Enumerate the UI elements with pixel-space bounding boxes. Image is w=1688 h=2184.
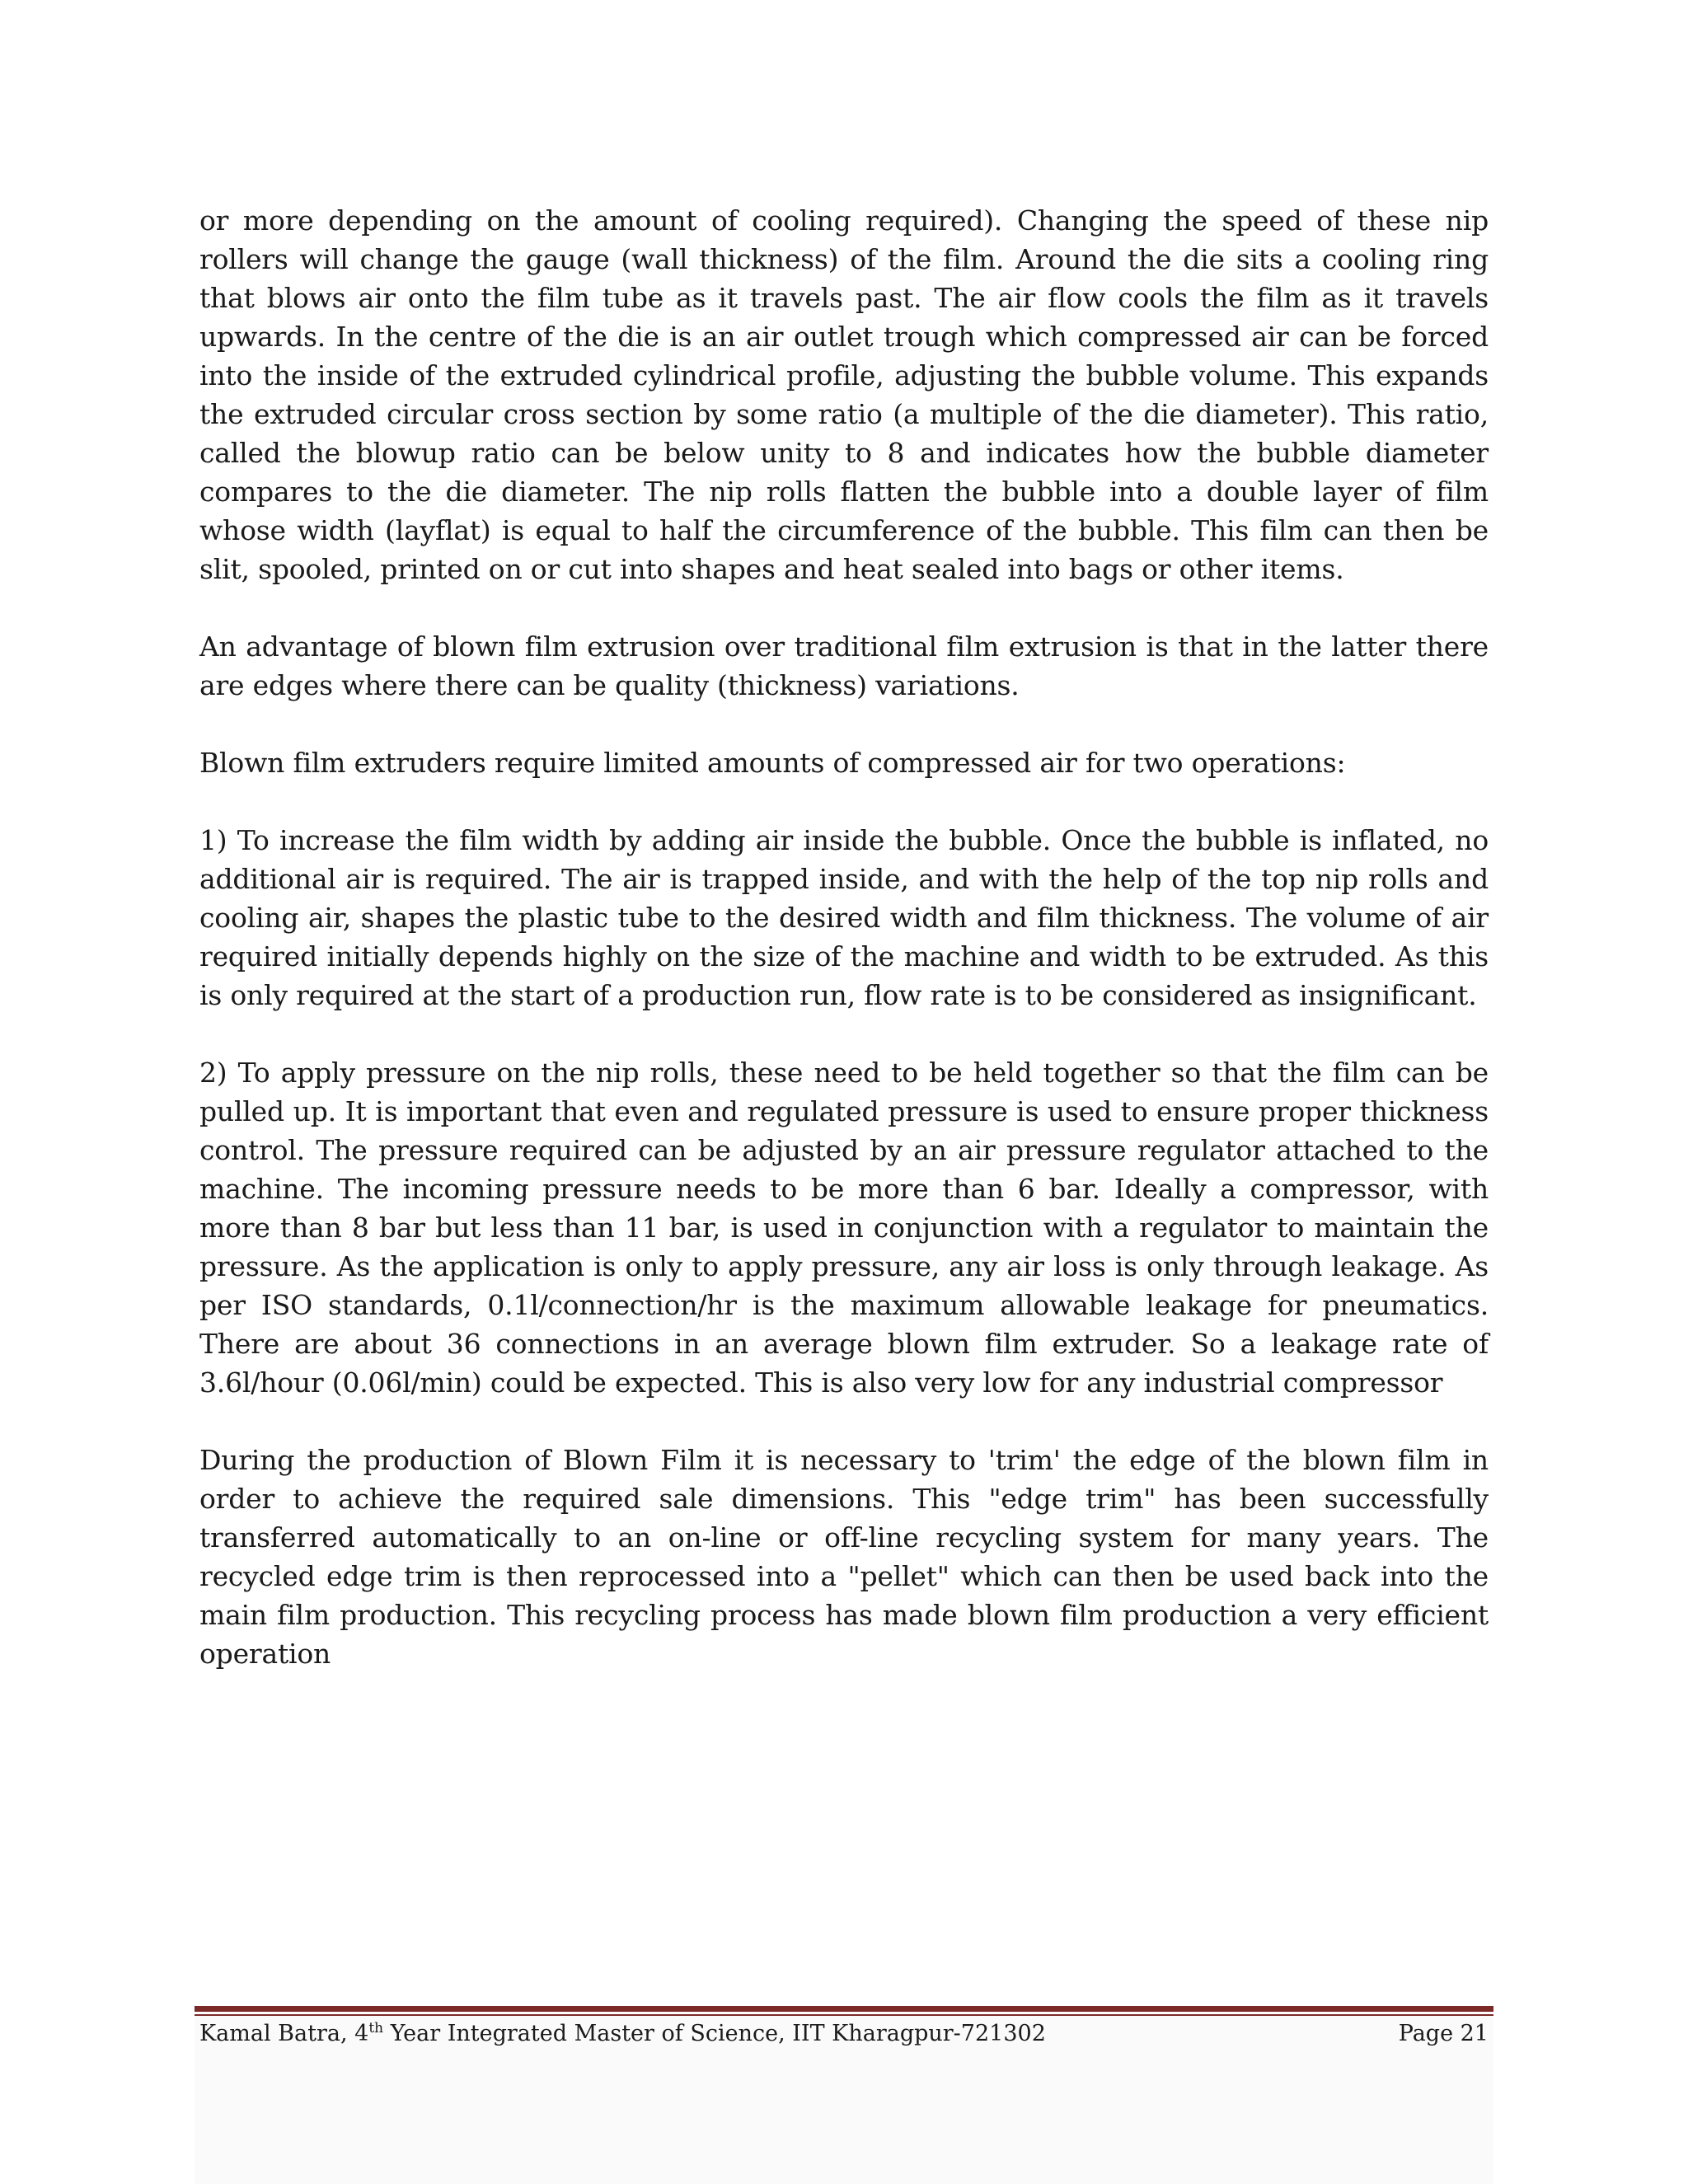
footer-rule-thin [195,2014,1493,2016]
page-body [199,201,1489,1712]
body-paragraph-5: 2) To apply pressure on the nip rolls, these need to be held together so that the film can be pulled up. It is important that even and regulated pressure is used to ensure proper thickness control. The pressure required can be adjusted by an air pressure regulator attached to the machine. The incoming pressure needs to be more than 6 bar. Ideally a compressor, with more than 8 bar but less than 11 bar, is used in conjunction with a regulator to maintain the pressure. As the application is only to apply pressure, any air loss is only through leakage. As per ISO standards, 0.1l/connection/hr is the maximum allowable leakage for pneumatics. There are about 36 connections in an average blown film extruder. So a leakage rate of 3.6l/hour (0.06l/min) could be expected. This is also very low for any industrial compressor [199,1057,1489,1399]
footer-author-suffix: Year Integrated Master of Science, IIT Kharagpur-721302 [383,2021,1046,2046]
footer-author-prefix: Kamal Batra, 4 [199,2021,369,2046]
page-footer [199,2019,1489,2052]
body-paragraph-1: or more depending on the amount of cooling required). Changing the speed of these nip rollers will change the gauge (wall thickness) of the film. Around the die sits a cooling ring that blows air onto the film tube as it travels past. The air flow cools the film as it travels upwards. In the centre of the die is an air outlet trough which compressed air can be forced into the inside of the extruded cylindrical profile, adjusting the bubble volume. This expands the extruded circular cross section by some ratio (a multiple of the die diameter). This ratio, called the blowup ratio can be below unity to 8 and indicates how the bubble diameter compares to the die diameter. The nip rolls flatten the bubble into a double layer of film whose width (layflat) is equal to half the circumference of the bubble. This film can then be slit, spooled, printed on or cut into shapes and heat sealed into bags or other items. [199,204,1489,585]
body-paragraph-3: Blown film extruders require limited amounts of compressed air for two operations: [199,747,1346,779]
body-paragraph-6: During the production of Blown Film it is necessary to 'trim' the edge of the blown film in order to achieve the required sale dimensions. This "edge trim" has been successfully transferred automatically to an on-line or off-line recycling system for many years. The recycled edge trim is then reprocessed into a "pellet" which can then be used back into the main film production. This recycling process has made blown film production a very efficient operation [199,1444,1489,1670]
footer-author-ordinal: th [368,2020,384,2036]
page-number: Page 21 [1398,2021,1489,2046]
body-paragraph-2: An advantage of blown film extrusion over traditional film extrusion is that in the latter there are edges where there can be quality (thickness) variations. [199,630,1489,701]
footer-author-line [199,2019,1046,2049]
footer-rule-thick [195,2006,1493,2012]
body-paragraph-4: 1) To increase the film width by adding air inside the bubble. Once the bubble is inflated, no additional air is required. The air is trapped inside, and with the help of the top nip rolls and cooling air, shapes the plastic tube to the desired width and film thickness. The volume of air required initially depends highly on the size of the machine and width to be extruded. As this is only required at the start of a production run, flow rate is to be considered as insignificant. [199,824,1489,1011]
